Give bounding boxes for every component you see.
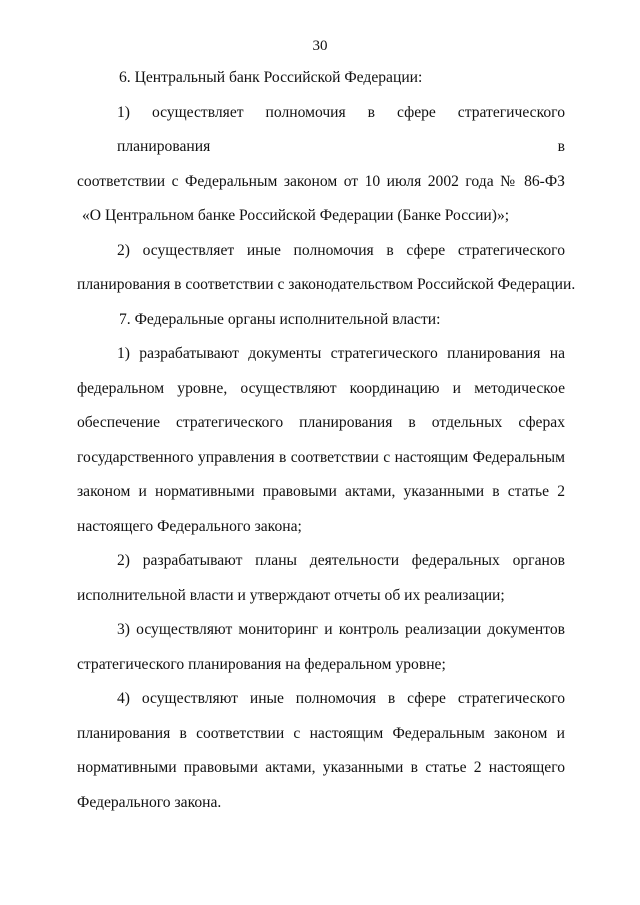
page-number: 30 xyxy=(312,38,328,54)
section-7-item-1-line-6: настоящего Федерального закона; xyxy=(77,517,302,535)
section-7-heading-text: 7. Федеральные органы исполнительной власти: xyxy=(119,310,441,328)
section-7-item-3 xyxy=(77,613,565,682)
section-7-item-4-line-3: нормативными правовыми актами, указанными в статье 2 настоящего xyxy=(77,759,565,776)
section-6-item-1 xyxy=(77,96,565,234)
document-body xyxy=(77,61,576,820)
section-6-item-1-line-2: соответствии с Федеральным законом от 10 июля 2002 года № 86-ФЗ xyxy=(77,172,565,190)
section-7-item-1-line-4: государственного управления в соответствии с настоящим Федеральным xyxy=(77,448,565,466)
section-6-heading xyxy=(77,61,565,96)
section-7-item-4-line-4: Федерального закона. xyxy=(77,793,222,811)
section-6-item-1-line-1: 1) осуществляет полномочия в сфере стратегического планирования в xyxy=(117,103,565,155)
section-7-item-2 xyxy=(77,544,565,613)
section-7-item-1-line-2: федеральном уровне, осуществляют координацию и методическое xyxy=(77,379,565,397)
section-7-item-3-line-2: стратегического планирования на федеральном уровне; xyxy=(77,655,446,673)
section-7-item-4 xyxy=(77,682,565,820)
section-6-item-2-line-2: планирования в соответствии с законодательством Российской Федерации. xyxy=(77,276,576,293)
section-6-heading-text: 6. Центральный банк Российской Федерации: xyxy=(119,69,423,86)
section-7-item-4-line-2: планирования в соответствии с настоящим Федеральным законом и xyxy=(77,724,565,742)
section-7-item-1-line-1: 1) разрабатывают документы стратегического планирования на xyxy=(117,345,565,362)
section-6-item-2-line-1: 2) осуществляет иные полномочия в сфере стратегического xyxy=(117,241,565,259)
section-7-item-2-line-1: 2) разрабатывают планы деятельности федеральных органов xyxy=(117,552,565,569)
section-7-item-1-line-5: законом и нормативными правовыми актами, указанными в статье 2 xyxy=(77,483,565,500)
section-7-heading xyxy=(77,303,565,338)
section-6-item-2 xyxy=(77,234,576,303)
section-7-item-4-line-1: 4) осуществляют иные полномочия в сфере стратегического xyxy=(117,690,565,707)
section-7-item-3-line-1: 3) осуществляют мониторинг и контроль реализации документов xyxy=(117,621,565,638)
section-6-item-1-line-3: «О Центральном банке Российской Федерации (Банке России)»; xyxy=(82,207,510,224)
section-7-item-1-line-3: обеспечение стратегического планирования в отдельных сферах xyxy=(77,414,565,431)
section-7-item-2-line-2: исполнительной власти и утверждают отчеты об их реализации; xyxy=(77,586,505,604)
section-7-item-1 xyxy=(77,337,565,544)
